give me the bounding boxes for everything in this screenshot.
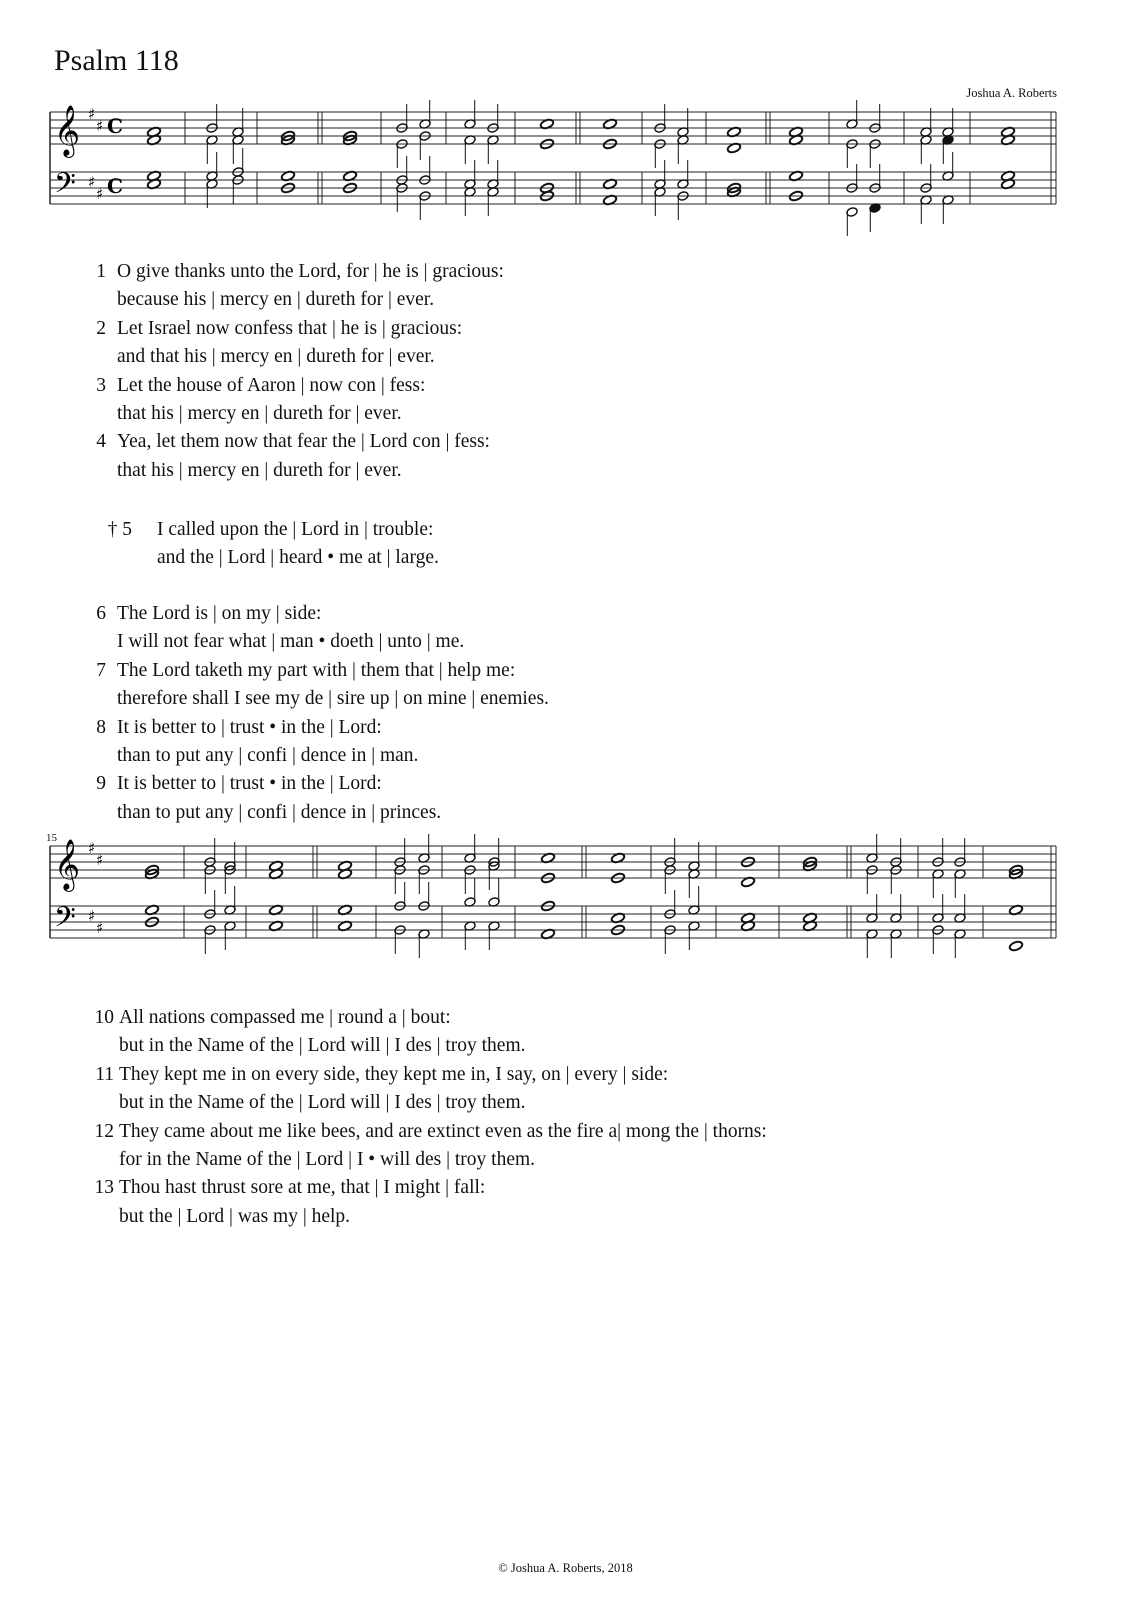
treble-clef-icon: 𝄞 — [54, 105, 81, 156]
verse-13 — [80, 1174, 767, 1231]
verse-6 — [80, 600, 549, 657]
sharp-icon: ♯ — [96, 117, 104, 135]
verse-line-1: Let Israel now confess that | he is | gracious: — [117, 317, 463, 339]
sharp-icon: ♯ — [96, 851, 104, 869]
verse-number: 12 — [94, 1120, 114, 1142]
verse-number: 8 — [96, 716, 106, 738]
verse-number: † 5 — [107, 519, 132, 540]
verse-12 — [80, 1118, 767, 1175]
treble-clef-icon: 𝄞 — [54, 839, 81, 890]
verse-number: 2 — [96, 317, 106, 339]
verse-number: 4 — [96, 431, 106, 453]
copyright-footer: © Joshua A. Roberts, 2018 — [498, 1561, 633, 1575]
bass-clef-icon: 𝄢 — [54, 167, 76, 207]
verse-10 — [80, 1004, 767, 1061]
verse-line-2: that his | mercy en | dureth for | ever. — [117, 403, 402, 425]
verse-number: 10 — [94, 1007, 114, 1028]
bass-clef-icon: 𝄢 — [54, 901, 76, 941]
verse-line-1: The Lord taketh my part with | them that | help me: — [117, 659, 516, 681]
verses-group-2 — [80, 600, 549, 827]
verse-line-2: but in the Name of the | Lord will | I des | troy them. — [119, 1092, 526, 1114]
verse-number: 3 — [96, 374, 106, 396]
verse-line-1: Let the house of Aaron | now con | fess: — [117, 374, 426, 396]
verse-number: 9 — [96, 773, 106, 795]
staff-system-1-notation — [50, 104, 1060, 254]
music-system-2 — [46, 832, 1060, 988]
verse-8 — [80, 714, 549, 771]
verse-line-1: The Lord is | on my | side: — [117, 603, 322, 624]
verse-number: 13 — [94, 1177, 114, 1199]
verse-line-1: It is better to | trust • in the | Lord: — [117, 716, 382, 738]
verse-line-1: Thou hast thrust sore at me, that | I might | fall: — [119, 1177, 486, 1199]
verse-5 — [80, 516, 439, 573]
verses-group-3 — [80, 1004, 767, 1231]
measure-number: 15 — [46, 832, 57, 844]
verse-line-2: I will not fear what | man • doeth | unto | me. — [117, 631, 465, 653]
sharp-icon: ♯ — [96, 919, 104, 937]
common-time-icon: C — [107, 114, 123, 138]
verses-group-verse-5 — [80, 516, 439, 573]
verse-line-2: and that his | mercy en | dureth for | ever. — [117, 346, 435, 368]
verse-line-2: than to put any | confi | dence in | man. — [117, 745, 419, 767]
sharp-icon: ♯ — [88, 173, 96, 191]
verse-line-2: therefore shall I see my de | sire up | on mine | enemies. — [117, 688, 549, 710]
verse-11 — [80, 1061, 767, 1118]
verse-1 — [80, 258, 504, 315]
verse-line-1: It is better to | trust • in the | Lord: — [117, 773, 382, 795]
verse-3 — [80, 372, 504, 429]
sharp-icon: ♯ — [88, 105, 96, 123]
staff-system-2-notation — [50, 838, 1060, 988]
verse-line-2: and the | Lord | heard • me at | large. — [157, 547, 439, 569]
verse-line-1: Yea, let them now that fear the | Lord con | fess: — [117, 431, 490, 453]
verse-number: 1 — [96, 261, 106, 282]
note-head — [1009, 940, 1024, 952]
music-system-1 — [50, 104, 1060, 254]
verse-number: 7 — [96, 659, 106, 681]
verse-2 — [80, 315, 504, 372]
verse-9 — [80, 770, 549, 827]
verse-line-1: All nations compassed me | round a | bout: — [119, 1007, 451, 1028]
composer-credit: Joshua A. Roberts — [966, 86, 1057, 100]
verse-line-1: They kept me in on every side, they kept me in, I say, on | every | side: — [119, 1063, 669, 1085]
verse-line-2: because his | mercy en | dureth for | ever. — [117, 289, 435, 311]
verse-number: 6 — [96, 603, 106, 624]
sharp-icon: ♯ — [96, 185, 104, 203]
verse-line-2: than to put any | confi | dence in | princes. — [117, 801, 442, 823]
verse-7 — [80, 657, 549, 714]
page-title: Psalm 118 — [54, 44, 179, 77]
verse-line-2: for in the Name of the | Lord | I • will des | troy them. — [119, 1149, 536, 1171]
verse-line-2: but in the Name of the | Lord will | I des | troy them. — [119, 1035, 526, 1057]
verse-line-2: but the | Lord | was my | help. — [119, 1205, 351, 1227]
common-time-icon: C — [107, 174, 123, 198]
sharp-icon: ♯ — [88, 907, 96, 925]
verse-line-1: I called upon the | Lord in | trouble: — [157, 519, 434, 540]
sharp-icon: ♯ — [88, 839, 96, 857]
verse-line-2: that his | mercy en | dureth for | ever. — [117, 459, 402, 481]
verses-group-1 — [80, 258, 504, 485]
verse-line-1: O give thanks unto the Lord, for | he is | gracious: — [117, 261, 504, 282]
verse-number: 11 — [95, 1063, 114, 1085]
verse-4 — [80, 428, 504, 485]
verse-line-1: They came about me like bees, and are extinct even as the fire a| mong the | thorns: — [119, 1120, 767, 1142]
